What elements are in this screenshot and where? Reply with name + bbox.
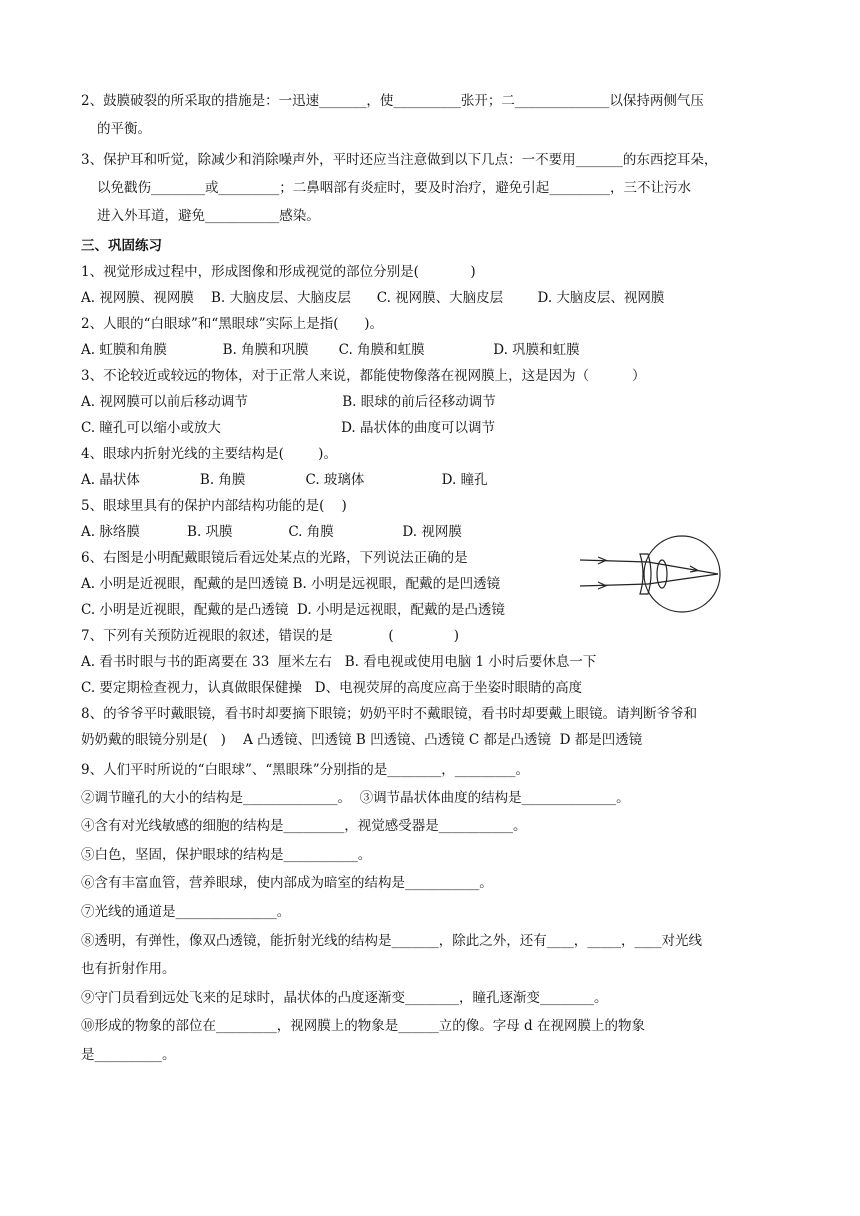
section-heading: 三、巩固练习 [81,238,162,254]
q9-item-5: ⑤白色，坚固，保护眼球的结构是___________。 [81,847,372,863]
q2-line-2: 的平衡。 [97,121,151,137]
light-ray-upper [580,560,648,562]
q1-options: A. 视网膜、视网膜 B. 大脑皮层、大脑皮层 C. 视网膜、大脑皮层 D. 大脑皮层、视网膜 [81,290,665,306]
q6-stem: 6、右图是小明配戴眼镜后看远处某点的光路，下列说法正确的是 [81,550,468,566]
q9-item-10-line-2: 是__________。 [81,1047,176,1063]
refracted-ray-lower [648,574,718,584]
q8-stem-line-2: 奶奶戴的眼镜分别是( ) A 凸透镜、凹透镜 B 凹透镜、凸透镜 C 都是凸透镜 D 都是凹透镜 [81,732,643,748]
eyeball-outline [644,536,720,612]
q2-stem: 2、人眼的“白眼球”和“黑眼球”实际上是指( )。 [81,316,383,332]
q1-stem: 1、视觉形成过程中，形成图像和形成视觉的部位分别是( ) [81,264,476,280]
q6-options-cd: C. 小明是近视眼，配戴的是凸透镜 D. 小明是远视眼，配戴的是凸透镜 [81,602,505,618]
q3-options-ab: A. 视网膜可以前后移动调节 B. 眼球的前后径移动调节 [81,394,496,410]
q9-item-7: ⑦光线的通道是_______________。 [81,904,291,920]
q3-line-3: 进入外耳道，避免___________感染。 [97,208,320,224]
q3-line-1: 3、保护耳和听觉，除减少和消除噪声外，平时还应当注意做到以下几点：一不要用_______的东西挖耳朵， [81,152,718,168]
q4-options: A. 晶状体 B. 角膜 C. 玻璃体 D. 瞳孔 [81,472,488,488]
q8-stem-line-1: 8、的爷爷平时戴眼镜，看书时却要摘下眼镜；奶奶平时不戴眼镜，看书时却要戴上眼镜。请判断爷爷和 [81,706,698,722]
q9-item-10-line-1: ⑩形成的物象的部位在_________，视网膜上的物象是______立的像。字母 d 在视网膜上的物象 [81,1018,645,1034]
q9-stem: 9、人们平时所说的“白眼球”、“黑眼珠”分别指的是________，_________。 [81,762,529,778]
q3-line-2: 以免戳伤________或_________；二鼻咽部有炎症时，要及时治疗，避免引起_________，三不让污水 [97,180,691,196]
q9-item-8-line-2: 也有折射作用。 [81,961,176,977]
glasses-lens [640,554,651,594]
q9-item-8-line-1: ⑧透明，有弹性，像双凸透镜，能折射光线的结构是_______，除此之外，还有____，_____，____对光线 [81,933,702,949]
q9-item-9: ⑨守门员看到远处飞来的足球时，晶状体的凸度逐渐变________，瞳孔逐渐变________。 [81,990,608,1006]
light-ray-lower [580,584,648,586]
q7-options-cd: C. 要定期检查视力，认真做眼保健操 D、电视荧屏的高度应高于坐姿时眼睛的高度 [81,680,583,696]
q3-stem: 3、不论较近或较远的物体，对于正常人来说，都能使物像落在视网膜上，这是因为（ ） [81,368,646,384]
eye-lens-light-path-diagram [578,532,730,618]
q6-options-ab: A. 小明是近视眼，配戴的是凹透镜 B. 小明是远视眼，配戴的是凹透镜 [81,576,501,592]
q2-options: A. 虹膜和角膜 B. 角膜和巩膜 C. 角膜和虹膜 D. 巩膜和虹膜 [81,342,580,358]
q7-stem: 7、下列有关预防近视眼的叙述，错误的是 ( ) [81,628,459,644]
q3-options-cd: C. 瞳孔可以缩小或放大 D. 晶状体的曲度可以调节 [81,420,496,436]
q9-item-4: ④含有对光线敏感的细胞的结构是_________，视觉感受器是___________。 [81,818,527,834]
q4-stem: 4、眼球内折射光线的主要结构是( )。 [81,446,337,462]
q5-stem: 5、眼球里具有的保护内部结构功能的是( ) [81,498,347,514]
q7-options-ab: A. 看书时眼与书的距离要在 33 厘米左右 B. 看电视或使用电脑 1 小时后要休息一下 [81,654,597,670]
refracted-ray-upper [648,562,718,574]
q9-item-6: ⑥含有丰富血管，营养眼球，使内部成为暗室的结构是___________。 [81,875,493,891]
q5-options: A. 脉络膜 B. 巩膜 C. 角膜 D. 视网膜 [81,524,462,540]
q9-item-2-3: ②调节瞳孔的大小的结构是______________。 ③调节晶状体曲度的结构是______________。 [81,790,630,806]
q2-line-1: 2、鼓膜破裂的所采取的措施是：一迅速_______，使__________张开；二______________以保持两侧气压 [81,93,704,109]
